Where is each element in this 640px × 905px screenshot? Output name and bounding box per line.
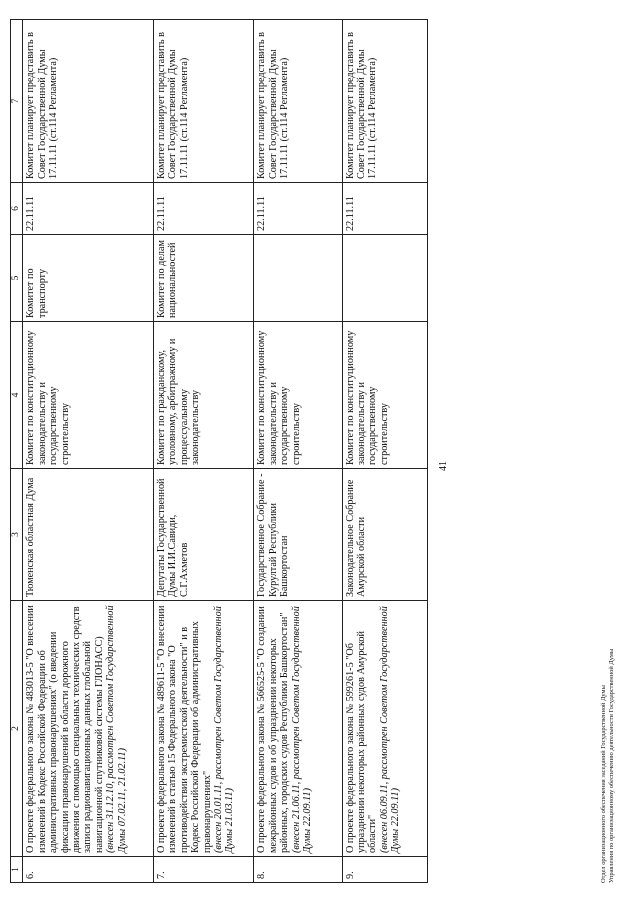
co-committee-cell — [342, 235, 427, 322]
table-row — [342, 20, 427, 883]
co-committee-cell: Комитет по делам национальностей — [153, 235, 253, 322]
page-number: 41 — [438, 461, 449, 471]
author-cell: Депутаты Государственной Думы И.И.Савиди, С.Г.Ахметов — [153, 469, 253, 601]
bill-note: (внесен 06.09.11, рассмотрен Советом Государственной Думы 22.09.11) — [378, 606, 402, 853]
date-cell: 22.11.11 — [153, 183, 253, 235]
row-number: 9. — [342, 857, 427, 883]
bill-note: (внесен 21.06.11, рассмотрен Советом Государственной Думы 22.09.11) — [290, 606, 313, 853]
table-row — [254, 20, 342, 883]
plan-cell: Комитет планирует представить в Совет Государственной Думы 17.11.11 (ст.114 Регламента) — [342, 20, 427, 183]
bill-note: (внесен 20.01.11, рассмотрен Советом Государственной Думы 21.03.11) — [212, 606, 236, 853]
committee-cell: Комитет по конституционному законодательству и государственному строительству — [342, 322, 427, 469]
bill-cell — [342, 601, 427, 857]
author-cell: Государственное Собрание - Курултай Республики Башкортостан — [254, 469, 342, 601]
plan-cell: Комитет планирует представить в Совет Государственной Думы 17.11.11 (ст.114 Регламента) — [23, 20, 153, 183]
footer — [600, 649, 615, 883]
bill-cell — [23, 601, 153, 857]
row-number: 6. — [23, 857, 153, 883]
agenda-table — [10, 19, 428, 883]
bill-cell — [254, 601, 342, 857]
bill-title: О проекте федерального закона № 566525-5 "О создании межрайонных судов и об упразднении некоторых районных, городских судов Республики Башкортостан" — [256, 606, 291, 853]
date-cell: 22.11.11 — [254, 183, 342, 235]
footer-line: Управления по организационному обеспечению деятельности Государственной Думы — [607, 648, 615, 883]
column-header: 7 — [11, 20, 23, 183]
footer-line: Отдел организационного обеспечения заседаний Государственной Думы — [600, 685, 607, 883]
column-header: 1 — [11, 857, 23, 883]
column-header: 6 — [11, 183, 23, 235]
header-row — [11, 20, 23, 883]
author-cell: Тюменская областная Дума — [23, 469, 153, 601]
committee-cell: Комитет по гражданскому, уголовному, арбитражному и процессуальному законодательству — [153, 322, 253, 469]
table-row — [153, 20, 253, 883]
bill-title: О проекте федерального закона № 599261-5 "Об упразднении некоторых районных судов Амурской области" — [344, 631, 379, 853]
table-row — [23, 20, 153, 883]
date-cell: 22.11.11 — [342, 183, 427, 235]
bill-cell — [153, 601, 253, 857]
bill-title: О проекте федерального закона № 483013-5 "О внесении изменений в Кодекс Российской Федерации об административных правонарушениях" (о введении фиксации правонарушений в области дорожного движения с помощью специальных технических средств записи радионавигационных данных глобальной навигационной спутниковой системы ГЛОНАСС) — [25, 605, 105, 853]
bill-note: (внесен 31.12.10, рассмотрен Советом Государственной Думы 07.02.11, 21.02.11) — [105, 605, 128, 853]
date-cell: 22.11.11 — [23, 183, 153, 235]
row-number: 7. — [153, 857, 253, 883]
co-committee-cell — [254, 235, 342, 322]
author-cell: Законодательное Собрание Амурской области — [342, 469, 427, 601]
column-header: 2 — [11, 601, 23, 857]
committee-cell: Комитет по конституционному законодательству и государственному строительству — [254, 322, 342, 469]
bill-title: О проекте федерального закона № 489611-5 "О внесении изменений в статью 15 Федерального закона "О противодействии экстремистской деятельности" и в Кодекс Российской Федерации об административных правонарушениях" — [155, 605, 213, 853]
column-header: 5 — [11, 235, 23, 322]
column-header: 4 — [11, 322, 23, 469]
co-committee-cell: Комитет по транспорту — [23, 235, 153, 322]
plan-cell: Комитет планирует представить в Совет Государственной Думы 17.11.11 (ст.114 Регламента) — [254, 20, 342, 183]
plan-cell: Комитет планирует представить в Совет Государственной Думы 17.11.11 (ст.114 Регламента) — [153, 20, 253, 183]
row-number: 8. — [254, 857, 342, 883]
column-header: 3 — [11, 469, 23, 601]
committee-cell: Комитет по конституционному законодательству и государственному строительству — [23, 322, 153, 469]
